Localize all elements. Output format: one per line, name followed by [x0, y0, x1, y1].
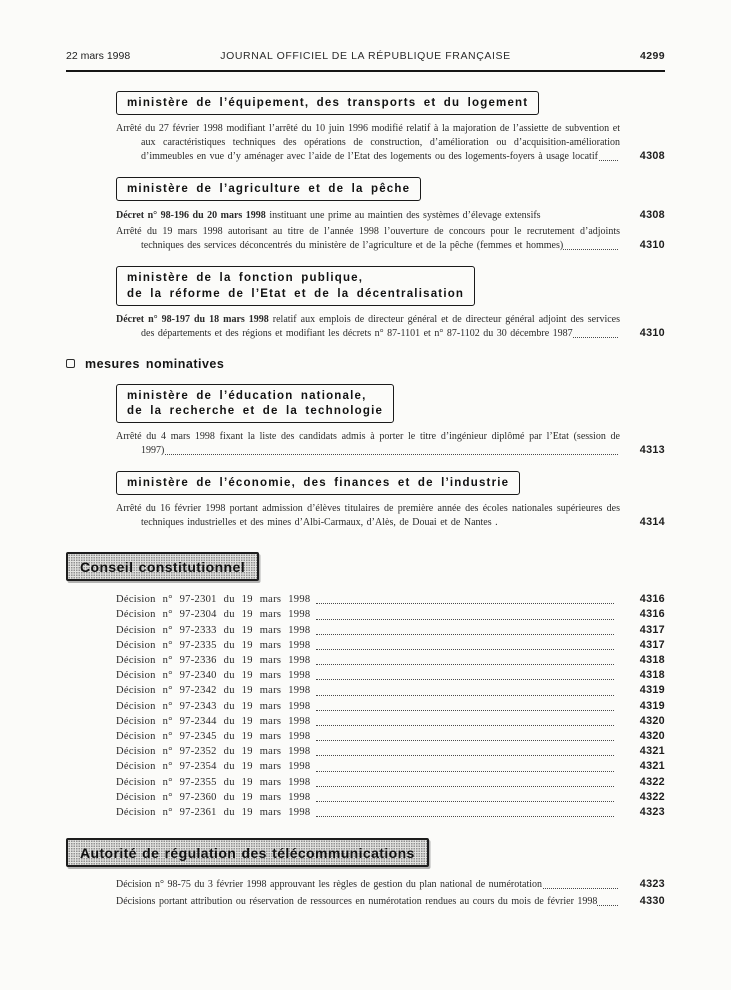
leader-dots	[316, 816, 614, 817]
decision-row	[116, 790, 665, 805]
ministry-heading-line: ministère de l’agriculture et de la pêche	[127, 183, 411, 196]
entry-text	[116, 895, 620, 909]
entry-body: Arrêté du 4 mars 1998 fixant la liste des candidats admis à porter le titre d’ingénieur diplômé par l’Etat (session de 1997)	[116, 431, 620, 457]
toc-entry	[116, 877, 665, 892]
subsection-label: mesures nominatives	[85, 356, 225, 371]
page-number: 4318	[639, 654, 665, 667]
leader-dots	[316, 619, 614, 620]
decision-label: Décision n° 97-2333 du 19 mars 1998	[116, 624, 311, 636]
decision-row	[116, 668, 665, 683]
decision-row	[116, 638, 665, 653]
page-number: 4321	[639, 760, 665, 773]
entry-body: Arrêté du 19 mars 1998 autorisant au titre de l’année 1998 l’ouverture de concours pour le recrutement d’adjoints techniques des services déconcentrés du ministère de l’agriculture et de la pêche (femmes et hommes)	[116, 226, 620, 252]
page-number: 4308	[639, 150, 665, 163]
page-number: 4317	[639, 638, 665, 651]
toc-entry	[116, 225, 665, 253]
decision-label: Décision n° 97-2345 du 19 mars 1998	[116, 731, 311, 743]
decision-label: Décision n° 97-2360 du 19 mars 1998	[116, 791, 311, 803]
leader-dots	[316, 664, 614, 665]
ministry-heading-line: de la recherche et de la technologie	[127, 404, 384, 417]
leader-dots	[316, 649, 614, 650]
entry-text	[116, 209, 620, 223]
leader-dots	[316, 603, 614, 604]
page-header	[66, 50, 665, 62]
decision-label: Décision n° 97-2355 du 19 mars 1998	[116, 776, 311, 788]
decision-row	[116, 744, 665, 759]
decision-label: Décision n° 97-2342 du 19 mars 1998	[116, 685, 311, 697]
page-number: 4320	[639, 714, 665, 727]
decision-label: Décision n° 97-2340 du 19 mars 1998	[116, 670, 311, 682]
ministry-heading-fonction-publique	[116, 266, 475, 305]
page-number: 4317	[639, 623, 665, 636]
entry-lead: Décret n° 98-197 du 18 mars 1998	[116, 313, 269, 325]
decision-row	[116, 775, 665, 790]
art-heading: Autorité de régulation des télécommunications	[66, 838, 429, 867]
decision-list	[116, 592, 665, 820]
entry-text	[116, 502, 620, 530]
toc-entry	[116, 430, 665, 458]
ministry-heading-line: ministère de l’économie, des finances et de l’industrie	[127, 477, 510, 490]
decision-label: Décision n° 97-2304 du 19 mars 1998	[116, 609, 311, 621]
leader-dots	[316, 634, 614, 635]
page-number: 4323	[639, 878, 665, 891]
toc-entry	[116, 894, 665, 909]
page-number: 4321	[639, 745, 665, 758]
leader-dots	[316, 725, 614, 726]
page-number: 4322	[639, 775, 665, 788]
page-number: 4318	[639, 669, 665, 682]
entry-lead: Décret n° 98-196 du 20 mars 1998	[116, 210, 266, 222]
page-number: 4308	[639, 209, 665, 222]
conseil-constitutionnel-heading: Conseil constitutionnel	[66, 552, 259, 581]
entry-text	[116, 878, 620, 892]
leader-dots	[316, 710, 614, 711]
page-number: 4330	[639, 895, 665, 908]
entry-text	[116, 313, 620, 341]
page-number: 4310	[639, 239, 665, 252]
decision-row	[116, 699, 665, 714]
entry-body: Arrêté du 27 février 1998 modifiant l’arrêté du 10 juin 1996 modifié relatif à la majoration de l’assiette de subvention et aux caractéristiques techniques des opérations de construction, d’amélioration ou d’acquisition-amélioration d’immeubles en vue d’y aménager avec l’aide de l’Etat des logements ou des logements-foyers à usage locatif	[116, 123, 620, 163]
entry-body: relatif aux emplois de directeur général et de directeur général adjoint des services des départements et des régions et modifiant les décrets n° 87-1101 et n° 87-1102 du 30 décembre 1987	[141, 313, 620, 339]
decision-label: Décision n° 97-2335 du 19 mars 1998	[116, 639, 311, 651]
decision-label: Décision n° 97-2336 du 19 mars 1998	[116, 655, 311, 667]
entry-text	[116, 225, 620, 253]
header-page-number: 4299	[640, 50, 665, 62]
ministry-heading-agriculture	[116, 177, 421, 201]
leader-dots	[316, 801, 614, 802]
ministry-heading-line: ministère de la fonction publique,	[127, 272, 364, 285]
decision-label: Décision n° 97-2344 du 19 mars 1998	[116, 715, 311, 727]
toc-entry	[116, 208, 665, 223]
page-number: 4314	[639, 516, 665, 529]
page-number: 4319	[639, 684, 665, 697]
decision-row	[116, 592, 665, 607]
leader-dots	[316, 786, 614, 787]
decision-row	[116, 759, 665, 774]
entry-text	[116, 430, 620, 458]
decision-row	[116, 653, 665, 668]
leader-dots	[316, 755, 614, 756]
ministry-heading-equipement	[116, 91, 539, 115]
toc-entry	[116, 313, 665, 341]
toc-entry	[116, 502, 665, 530]
toc-entry	[116, 122, 665, 164]
page-number: 4322	[639, 790, 665, 803]
ministry-heading-economie	[116, 471, 520, 495]
page-number: 4313	[639, 444, 665, 457]
leader-dots	[316, 771, 614, 772]
page-number: 4310	[639, 326, 665, 339]
decision-row	[116, 714, 665, 729]
decision-row	[116, 805, 665, 820]
entry-text	[116, 122, 620, 164]
header-rule	[66, 70, 665, 72]
decision-row	[116, 683, 665, 698]
decision-row	[116, 607, 665, 622]
entry-body: instituant une prime au maintien des systèmes d’élevage extensifs	[269, 210, 541, 222]
ministry-heading-education	[116, 384, 394, 423]
entry-body: Décisions portant attribution ou réservation de ressources en numérotation rendues au cours du mois de février 1998	[116, 896, 598, 908]
subsection-mesures-nominatives	[66, 357, 665, 371]
page-number: 4316	[639, 593, 665, 606]
leader-dots	[316, 695, 614, 696]
header-date: 22 mars 1998	[66, 50, 131, 62]
decision-row	[116, 623, 665, 638]
ministry-heading-line: de la réforme de l’Etat et de la décentralisation	[127, 287, 465, 300]
entry-body: Arrêté du 16 février 1998 portant admission d’élèves titulaires de première année des écoles nationales supérieures des techniques industrielles et des mines d’Albi-Carmaux, d’Alès, de Douai et de Nantes .	[116, 503, 620, 529]
leader-dots	[141, 454, 618, 455]
page-number: 4319	[639, 699, 665, 712]
entry-body: Décision n° 98-75 du 3 février 1998 approuvant les règles de gestion du plan national de numérotation	[116, 879, 543, 891]
decision-label: Décision n° 97-2361 du 19 mars 1998	[116, 807, 311, 819]
page-number: 4316	[639, 608, 665, 621]
square-bullet-icon	[66, 359, 75, 368]
decision-row	[116, 729, 665, 744]
page-number: 4323	[639, 806, 665, 819]
leader-dots	[316, 740, 614, 741]
page-number: 4320	[639, 730, 665, 743]
journal-title: JOURNAL OFFICIEL DE LA RÉPUBLIQUE FRANÇAISE	[220, 50, 511, 62]
ministry-heading-line: ministère de l’éducation nationale,	[127, 389, 367, 402]
decision-label: Décision n° 97-2352 du 19 mars 1998	[116, 746, 311, 758]
leader-dots	[316, 679, 614, 680]
decision-label: Décision n° 97-2301 du 19 mars 1998	[116, 594, 311, 606]
decision-label: Décision n° 97-2343 du 19 mars 1998	[116, 700, 311, 712]
ministry-heading-line: ministère de l’équipement, des transports et du logement	[127, 97, 529, 109]
decision-label: Décision n° 97-2354 du 19 mars 1998	[116, 761, 311, 773]
